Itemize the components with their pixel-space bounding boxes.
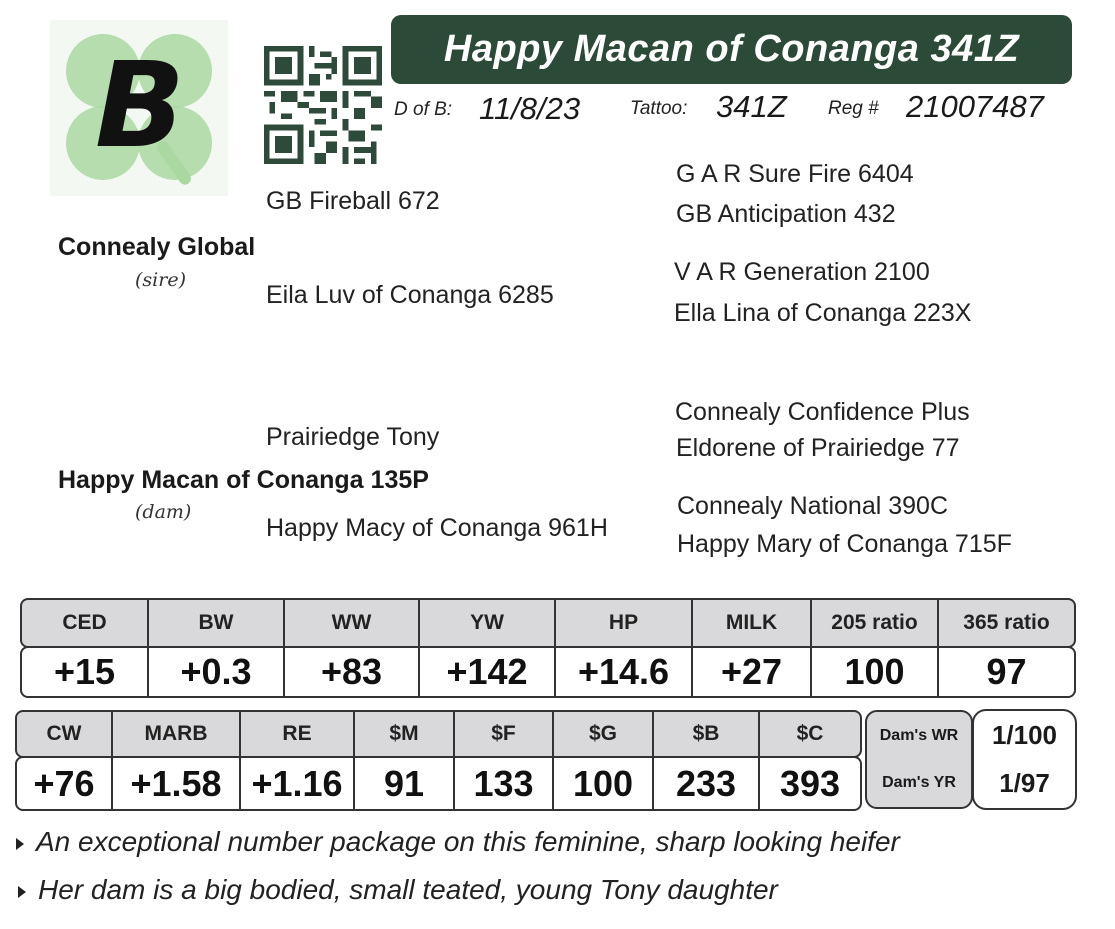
epd-value-g: 100: [554, 758, 654, 809]
epd-header-365-ratio: 365 ratio: [963, 611, 1050, 634]
epd-header-bw: BW: [149, 600, 285, 646]
epd-value-bw: +0.3: [149, 648, 285, 696]
epd-value-ww: +83: [285, 648, 420, 696]
epd-header-m: $M: [355, 712, 455, 756]
qr-code-icon[interactable]: [264, 46, 382, 164]
bullet-arrow-icon: [16, 838, 24, 850]
dam-role-label: (dam): [135, 501, 192, 523]
epd-header-marb: MARB: [113, 712, 241, 756]
dob-value: 11/8/23: [479, 91, 581, 126]
pedigree-sire-sire-sire: G A R Sure Fire 6404: [676, 160, 914, 188]
dam-name: Happy Macan of Conanga 135P: [58, 466, 429, 494]
pedigree-sire-dam: Eila Luv of Conanga 6285: [266, 281, 554, 309]
pedigree-dam-sire-sire: Connealy Confidence Plus: [675, 398, 970, 426]
tattoo-label: Tattoo:: [630, 98, 688, 119]
pedigree-dam-dam-sire: Connealy National 390C: [677, 492, 949, 520]
dam-yr-label: Dam's YR: [882, 774, 956, 792]
pedigree-dam-dam: Happy Macy of Conanga 961H: [266, 514, 608, 542]
epd-row2-header: [15, 710, 862, 758]
epd-value-ced: +15: [22, 648, 149, 696]
dob-label: D of B:: [394, 99, 453, 120]
epd-header-milk: MILK: [693, 600, 812, 646]
epd-value-365-ratio: 97: [986, 651, 1027, 692]
epd-value-re: +1.16: [241, 758, 355, 809]
epd-header-ced: CED: [22, 600, 149, 646]
epd-value-m: 91: [355, 758, 455, 809]
epd-header-yw: YW: [420, 600, 556, 646]
dam-records-labels: [865, 710, 973, 809]
epd-header-cw: CW: [17, 712, 113, 756]
bullet-arrow-icon: [18, 886, 26, 898]
pedigree-dam-dam-dam: Happy Mary of Conanga 715F: [677, 530, 1012, 558]
epd-header-f: $F: [455, 712, 554, 756]
reg-label: Reg #: [828, 98, 879, 119]
epd-header-205-ratio: 205 ratio: [812, 600, 939, 646]
pedigree-sire-sire: GB Fireball 672: [266, 187, 440, 215]
epd-value-hp: +14.6: [556, 648, 693, 696]
epd-header-c: $C: [796, 722, 824, 745]
dam-records-values: [972, 709, 1077, 810]
epd-header-ww: WW: [285, 600, 420, 646]
lot-letter: B: [95, 36, 185, 174]
epd-header-re: RE: [241, 712, 355, 756]
sire-name: Connealy Global: [58, 233, 256, 261]
epd-header-g: $G: [554, 712, 654, 756]
page-title: Happy Macan of Conanga 341Z: [391, 15, 1072, 84]
epd-value-marb: +1.58: [113, 758, 241, 809]
epd-header-b: $B: [654, 712, 760, 756]
dam-yr-value: 1/97: [999, 768, 1050, 799]
tattoo-value: 341Z: [716, 89, 787, 124]
epd-value-c: 393: [779, 762, 841, 804]
note-item: [16, 826, 900, 858]
epd-value-b: 233: [654, 758, 760, 809]
pedigree-sire-sire-dam: GB Anticipation 432: [676, 200, 896, 228]
epd-header-hp: HP: [556, 600, 693, 646]
sire-role-label: (sire): [135, 269, 186, 291]
epd-value-milk: +27: [693, 648, 812, 696]
note-text-1: An exceptional number package on this feminine, sharp looking heifer: [36, 826, 900, 857]
pedigree-sire-dam-dam: Ella Lina of Conanga 223X: [674, 299, 972, 327]
note-text-2: Her dam is a big bodied, small teated, young Tony daughter: [38, 874, 778, 905]
epd-row1-header: [20, 598, 1076, 648]
note-item: [18, 874, 778, 906]
epd-value-f: 133: [455, 758, 554, 809]
epd-row2-values: [15, 756, 862, 811]
dam-wr-value: 1/100: [991, 719, 1058, 750]
epd-row1-values: [20, 646, 1076, 698]
dam-wr-label: Dam's WR: [879, 726, 959, 744]
pedigree-sire-dam-sire: V A R Generation 2100: [674, 258, 930, 286]
pedigree-dam-sire-dam: Eldorene of Prairiedge 77: [676, 434, 960, 462]
reg-value: 21007487: [906, 89, 1044, 124]
epd-value-yw: +142: [420, 648, 556, 696]
epd-value-205-ratio: 100: [812, 648, 939, 696]
epd-value-cw: +76: [17, 758, 113, 809]
pedigree-dam-sire: Prairiedge Tony: [266, 423, 440, 451]
